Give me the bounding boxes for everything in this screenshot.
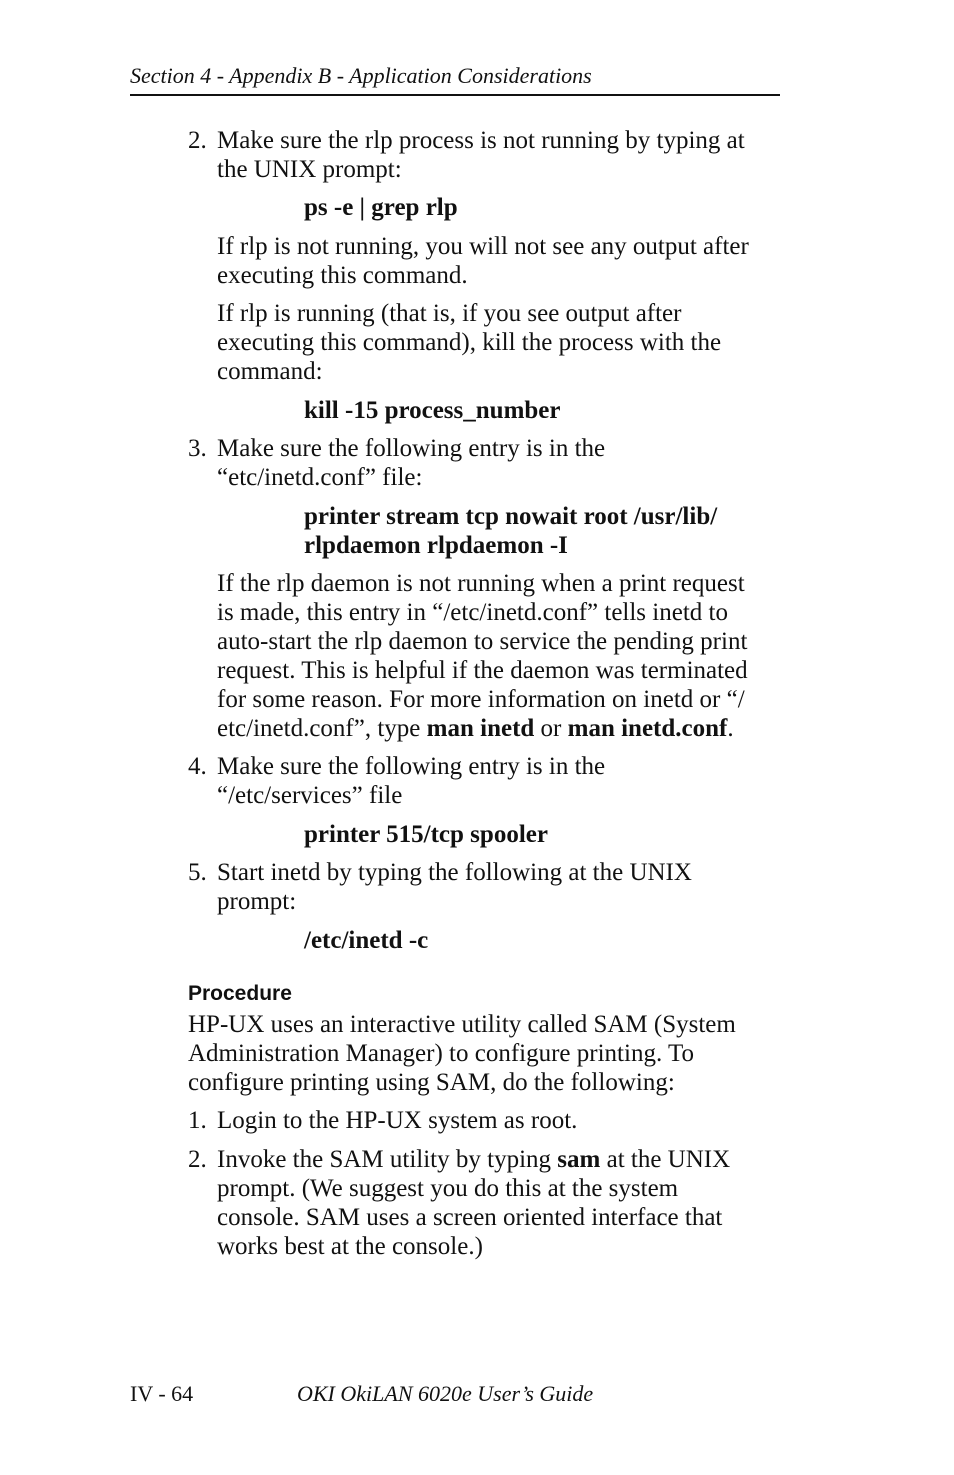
command-man-inetd-conf: man inetd.conf xyxy=(567,715,728,742)
line: “etc/inetd.conf” file: xyxy=(217,464,423,491)
line: console. SAM uses a screen oriented interface that xyxy=(217,1204,723,1231)
line: for some reason. For more information on inetd or “/ xyxy=(217,686,745,713)
line: prompt. (We suggest you do this at the system xyxy=(217,1175,679,1202)
step-number: 1. xyxy=(188,1107,207,1134)
line: executing this command. xyxy=(217,262,468,289)
step-number: 2. xyxy=(188,127,207,154)
paragraph-daemon xyxy=(217,569,787,743)
line: Make sure the rlp process is not running by typing at xyxy=(217,127,745,154)
step-number: 2. xyxy=(188,1146,207,1173)
page-number: IV - 64 xyxy=(130,1381,194,1406)
command-sam: sam xyxy=(557,1146,601,1173)
step-number: 3. xyxy=(188,435,207,462)
line: Start inetd by typing the following at the UNIX xyxy=(217,859,692,886)
line: Make sure the following entry is in the xyxy=(217,753,606,780)
line xyxy=(217,714,787,743)
line: Make sure the following entry is in the xyxy=(217,435,606,462)
header-title: Section 4 - Appendix B - Application Considerations xyxy=(130,63,592,88)
line: HP-UX uses an interactive utility called SAM (System xyxy=(188,1011,736,1038)
paragraph-running xyxy=(217,299,787,386)
command-services-entry: printer 515/tcp spooler xyxy=(304,821,548,848)
paragraph-not-running xyxy=(217,232,787,290)
step-number: 5. xyxy=(188,859,207,886)
step-text xyxy=(217,858,787,916)
line: is made, this entry in “/etc/inetd.conf” tells inetd to xyxy=(217,599,728,626)
line: works best at the console.) xyxy=(217,1233,483,1260)
command-ps: ps -e | grep rlp xyxy=(304,194,458,221)
line: auto-start the rlp daemon to service the pending print xyxy=(217,628,748,655)
line: request. This is helpful if the daemon was terminated xyxy=(217,657,748,684)
line: If rlp is not running, you will not see any output after xyxy=(217,233,749,260)
line: If the rlp daemon is not running when a print request xyxy=(217,570,745,597)
running-header xyxy=(130,62,780,96)
step-text xyxy=(217,752,787,810)
line: prompt: xyxy=(217,888,297,915)
command-kill: kill -15 process_number xyxy=(304,397,561,424)
line: command: xyxy=(217,358,323,385)
footer-title: OKI OkiLAN 6020e User’s Guide xyxy=(297,1381,594,1406)
text: . xyxy=(727,715,734,742)
command-inetd-entry xyxy=(304,502,784,560)
step-text xyxy=(217,1145,787,1261)
line xyxy=(217,1145,787,1174)
text: or xyxy=(534,715,568,742)
procedure-intro xyxy=(188,1010,788,1097)
line: rlpdaemon rlpdaemon -I xyxy=(304,532,568,559)
step-text xyxy=(217,434,787,492)
text: etc/inetd.conf”, type xyxy=(217,715,427,742)
line: printer stream tcp nowait root /usr/lib/ xyxy=(304,503,718,530)
line: Administration Manager) to configure printing. To xyxy=(188,1040,695,1067)
line: the UNIX prompt: xyxy=(217,156,402,183)
line: configure printing using SAM, do the following: xyxy=(188,1069,675,1096)
step-text: Login to the HP-UX system as root. xyxy=(217,1107,578,1134)
line: executing this command), kill the process with the xyxy=(217,329,722,356)
line: If rlp is running (that is, if you see output after xyxy=(217,300,682,327)
line: “/etc/services” file xyxy=(217,782,403,809)
command-inetd-start: /etc/inetd -c xyxy=(304,927,429,954)
step-text xyxy=(217,126,787,184)
step-number: 4. xyxy=(188,753,207,780)
section-heading: Procedure xyxy=(188,982,292,1005)
text: at the UNIX xyxy=(600,1146,731,1173)
text: Invoke the SAM utility by typing xyxy=(217,1146,558,1173)
command-man-inetd: man inetd xyxy=(426,715,535,742)
